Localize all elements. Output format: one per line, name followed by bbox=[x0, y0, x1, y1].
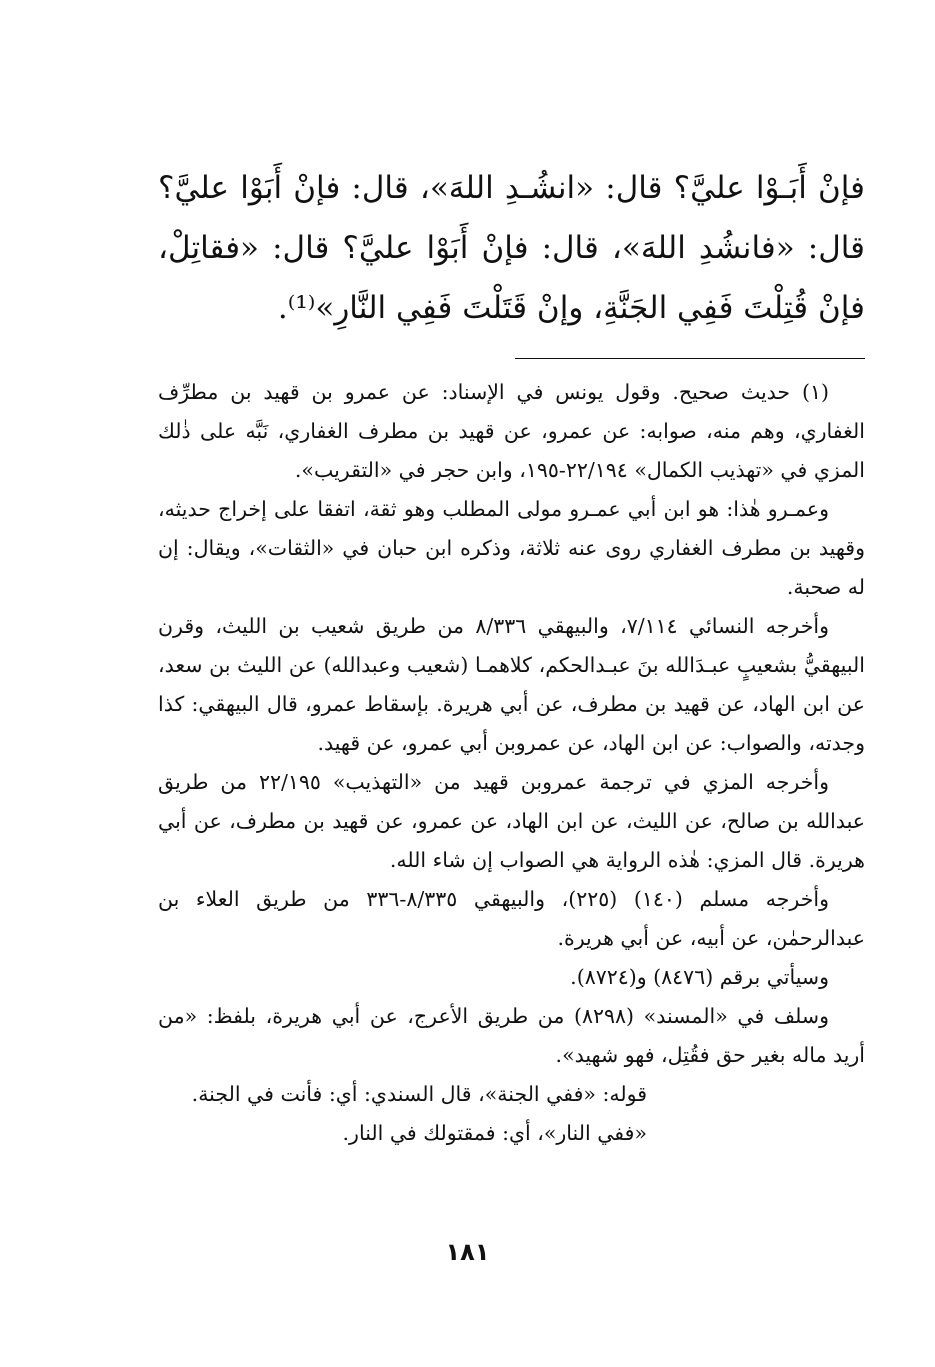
main-text-line: فإنْ أَبَـوْا عليَّ؟ قال: «انشُـدِ اللهَ»، قال: فإنْ أَبَوْا عليَّ؟ قال: bbox=[158, 170, 865, 266]
main-text-line: «فانشُدِ اللهَ»، قال: فإنْ أَبَوْا عليَّ؟ قال: «فقاتِلْ، فإنْ قُتِلْتَ فَفِي bbox=[158, 230, 865, 326]
footnote-paragraph: وسيأتي برقم (٨٤٧٦) و(٨٧٢٤). bbox=[570, 965, 829, 989]
page-number: ١٨١ bbox=[445, 1238, 490, 1266]
footnote-paragraph: وأخرجه مسلم (١٤٠) (٢٢٥)، والبيهقي ٨/٣٣٥-٣٣٦ من طريق العلاء بن عبدالرحمٰن، عن أبيه، عن أبي هريرة. bbox=[158, 887, 865, 950]
footnotes bbox=[158, 373, 865, 1153]
footnote-paragraph: (١) حديث صحيح. وقول يونس في الإسناد: عن عمرو بن قهيد بن مطرِّف الغفاري، وهم منه، صوابه: عن عمرو، عن قهيد بن مطرف الغفاري، نَبَّه على ذٰلك المزي في «تهذيب الكمال» ٢٢/١٩٤-١٩٥، وابن حجر في «التقريب». bbox=[158, 380, 865, 482]
main-text-line: الجَنَّةِ، وإنْ قَتَلْتَ فَفِي النَّارِ»⁽¹⁾. bbox=[277, 290, 668, 326]
footnote-paragraph: قوله: «ففي الجنة»، قال السندي: أي: فأنت في الجنة. bbox=[191, 1082, 647, 1106]
footnote-paragraph: وسلف في «المسند» (٨٢٩٨) من طريق الأعرج، عن أبي هريرة، بلفظ: «من أريد ماله بغير حق فقُتِل، فهو شهيد». bbox=[158, 1004, 865, 1067]
main-text bbox=[158, 158, 865, 338]
footnote-paragraph: وأخرجه النسائي ٧/١١٤، والبيهقي ٨/٣٣٦ من طريق شعيب بن الليث، وقرن البيهقيُّ بشعيبٍ عبـدَالله بنَ عبـدالحكم، كلاهمـا (شعيب وعبدالله) عن الليث بن سعد، عن ابن الهاد، عن قهيد بن مطرف، عن أبي هريرة. بإسقاط عمرو، قال البيهقي: كذا وجدته، والصواب: عن ابن الهاد، عن عمروبن أبي عمرو، عن قهيد. bbox=[158, 614, 865, 755]
footnote-divider bbox=[515, 358, 865, 359]
footnote-paragraph: وأخرجه المزي في ترجمة عمروبن قهيد من «التهذيب» ٢٢/١٩٥ من طريق عبدالله بن صالح، عن الليث، عن ابن الهاد، عن عمرو، عن قهيد بن مطرف، عن أبي هريرة. قال المزي: هٰذه الرواية هي الصواب إن شاء الله. bbox=[158, 770, 865, 872]
footnote-paragraph: «ففي النار»، أي: فمقتولك في النار. bbox=[342, 1121, 647, 1145]
footnote-paragraph: وعمـرو هٰذا: هو ابن أبي عمـرو مولى المطلب وهو ثقة، اتفقا على إخراج حديثه، وقهيد بن مطرف الغفاري روى عنه ثلاثة، وذكره ابن حبان في «الثقات»، ويقال: إن له صحبة. bbox=[158, 497, 865, 599]
page-body bbox=[158, 158, 865, 1153]
